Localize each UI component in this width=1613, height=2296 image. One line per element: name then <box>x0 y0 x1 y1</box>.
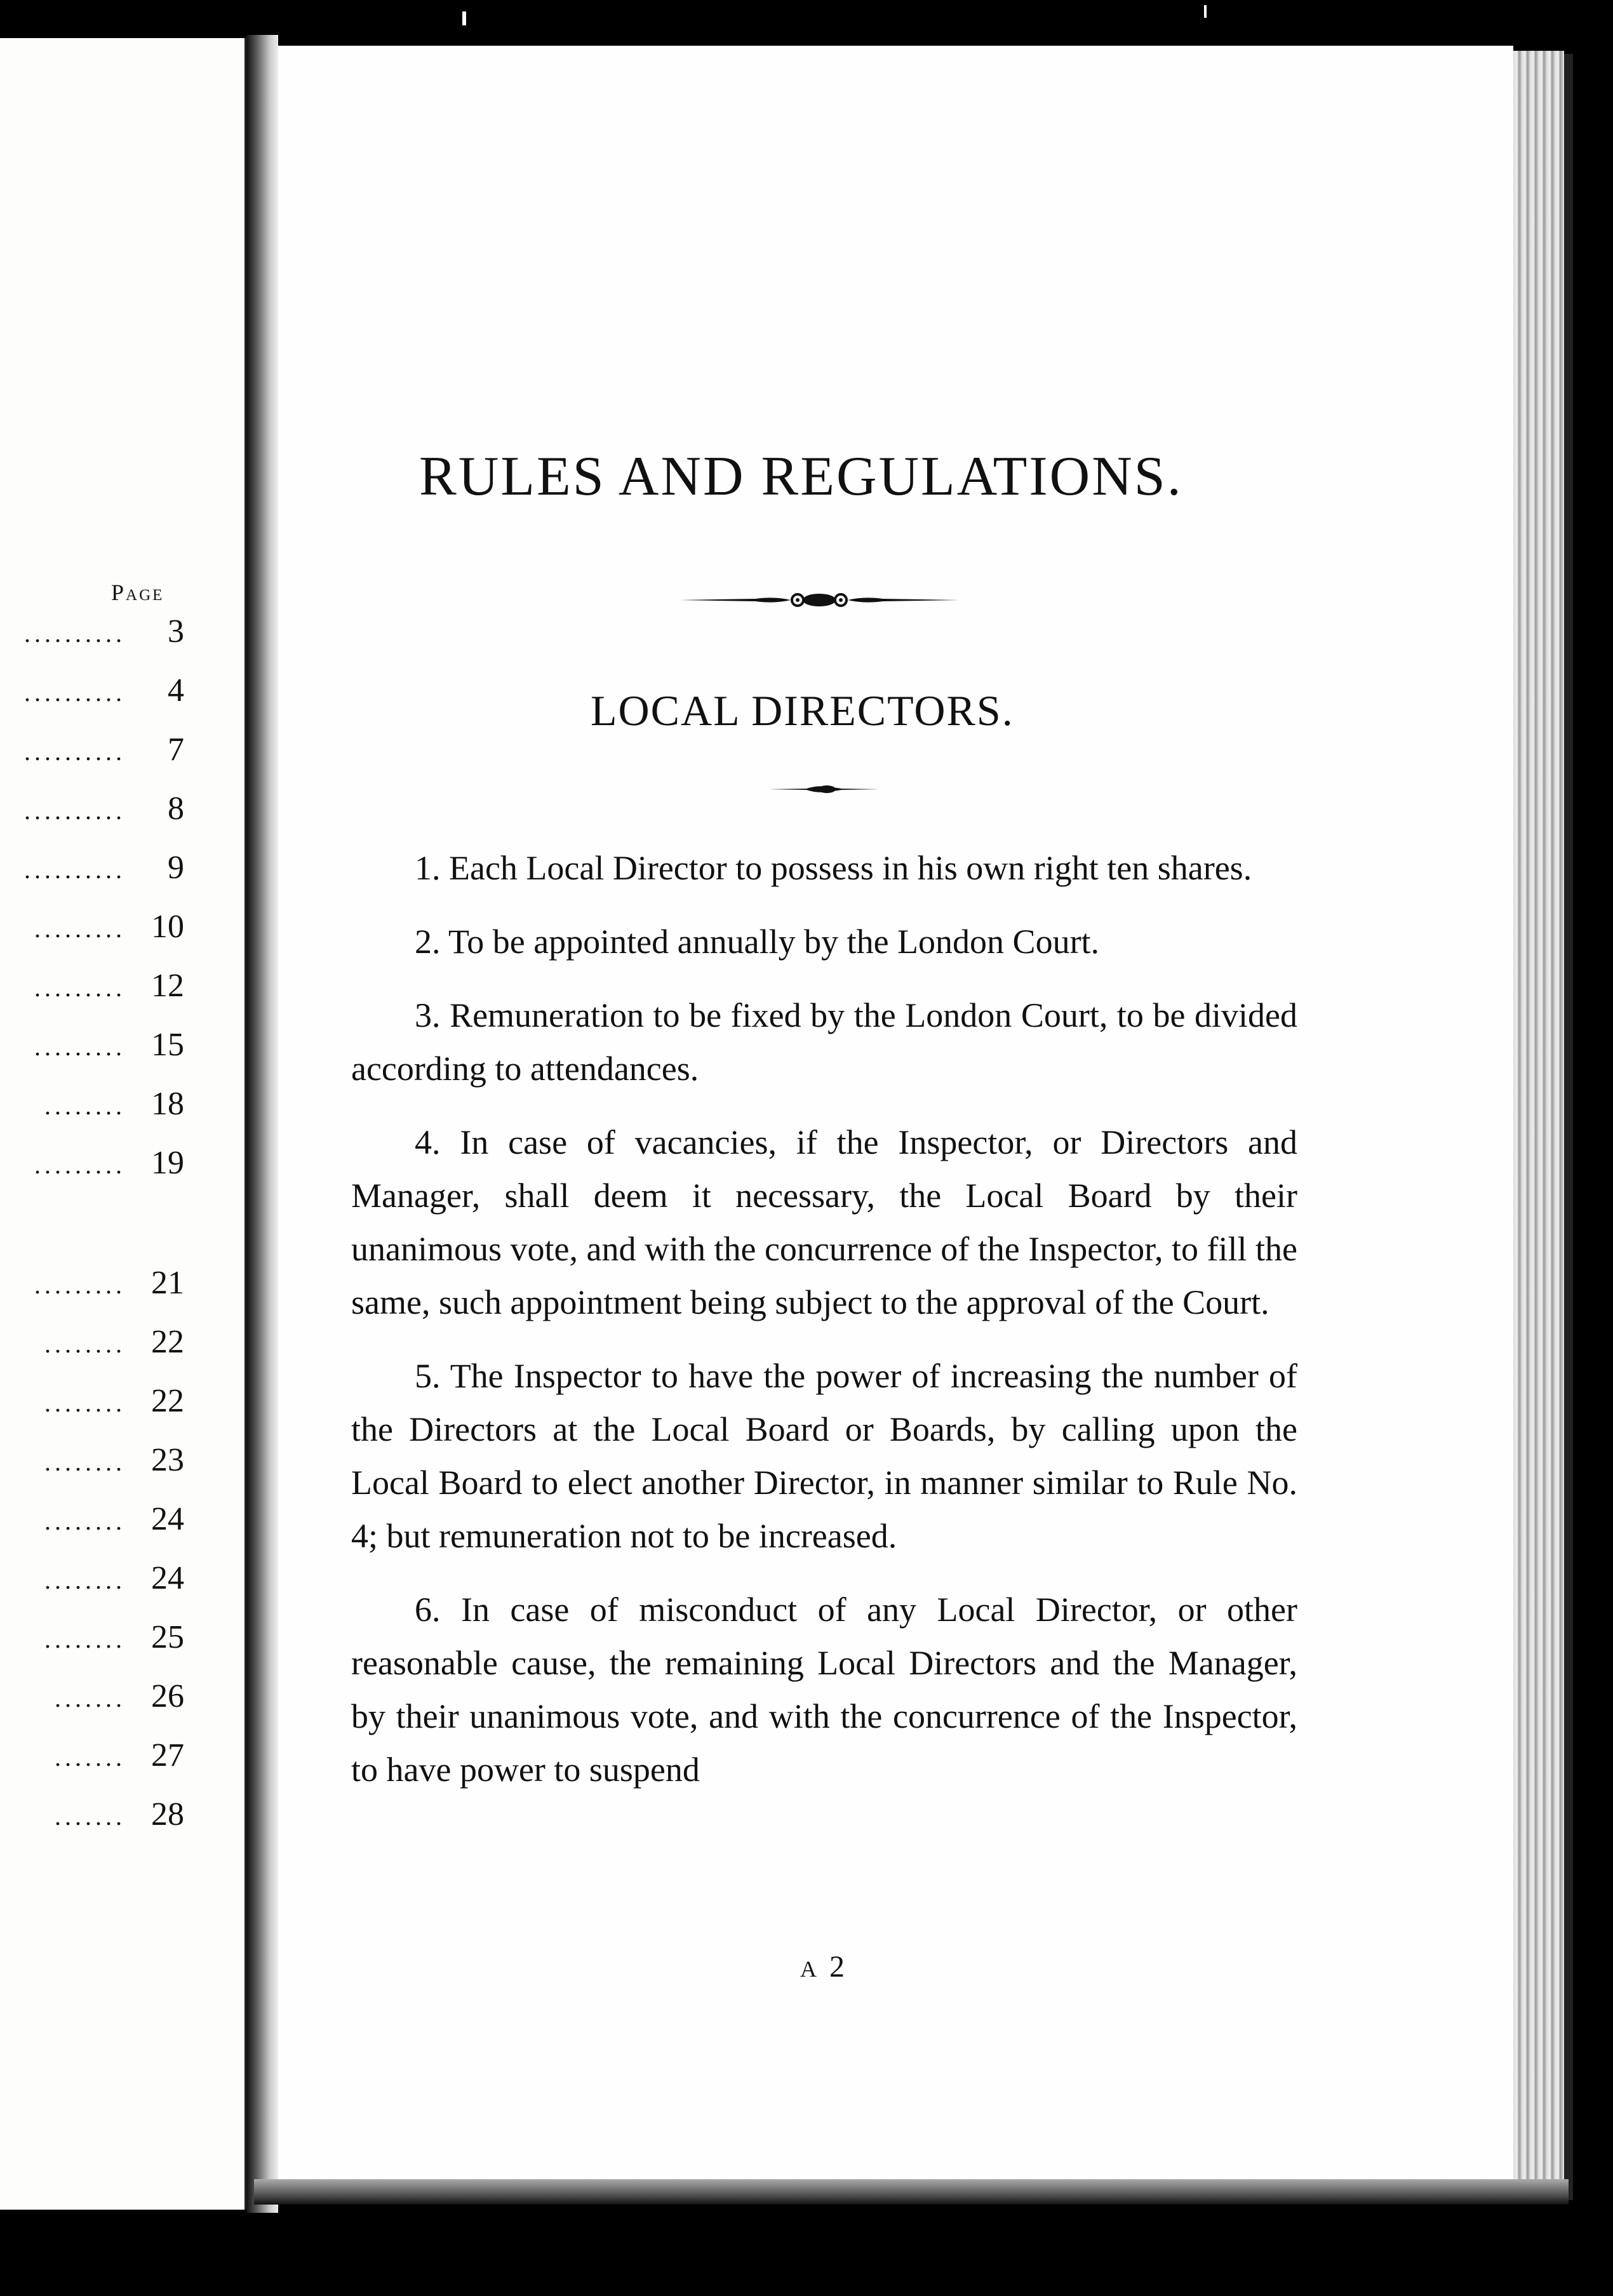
toc-page-number: 22 <box>151 1383 184 1419</box>
rule-paragraph: 3. Remuneration to be fixed by the London Court, to be divided according to attendances. <box>351 996 1297 1088</box>
page-edge-shadow <box>1564 54 1573 2200</box>
toc-entry <box>0 1737 184 1796</box>
bottom-edge-shadow <box>254 2179 1569 2205</box>
toc-entry <box>0 1264 184 1323</box>
scan-speck <box>462 11 466 25</box>
toc-page-number: 26 <box>151 1678 184 1714</box>
toc-entry <box>0 1323 184 1382</box>
toc-entry <box>0 967 184 1026</box>
toc-page-number: 25 <box>151 1619 184 1655</box>
toc-page-number: 21 <box>151 1265 184 1301</box>
toc-page-number: 22 <box>151 1324 184 1360</box>
toc-leader-dots: ........ <box>44 1389 126 1417</box>
toc-leader-dots: ........ <box>44 1330 126 1358</box>
toc-entry <box>0 1500 184 1559</box>
book-gutter <box>246 35 278 2213</box>
toc-page-number: 9 <box>168 850 184 886</box>
toc-leader-dots: ....... <box>55 1743 126 1772</box>
toc-leader-dots: ....... <box>55 1684 126 1712</box>
toc-entry <box>0 790 184 849</box>
toc-leader-dots: ........ <box>44 1507 126 1535</box>
toc-page-number: 18 <box>151 1086 184 1122</box>
toc-leader-dots: ......... <box>34 1151 126 1179</box>
toc-entry <box>0 1559 184 1619</box>
toc-leader-dots: .......... <box>24 855 126 884</box>
toc-leader-dots: ....... <box>55 1802 126 1831</box>
rule-paragraph: 1. Each Local Director to possess in his own right ten shares. <box>415 849 1252 887</box>
toc-entry <box>0 1026 184 1085</box>
toc-page-number: 8 <box>168 791 184 827</box>
toc-page-number: 23 <box>151 1442 184 1478</box>
toc-page-number: 12 <box>151 968 184 1004</box>
toc-entry <box>0 613 184 672</box>
toc-page-number: 28 <box>151 1796 184 1832</box>
toc-page-number: 3 <box>168 613 184 650</box>
toc-page-heading: Page <box>111 580 164 605</box>
toc-leader-dots: ......... <box>34 973 126 1002</box>
previous-page <box>0 38 248 2210</box>
toc-entry <box>0 908 184 967</box>
toc-entry <box>0 1085 184 1144</box>
toc-leader-dots: ......... <box>34 1271 126 1299</box>
toc-entry <box>0 672 184 731</box>
page-edges <box>1513 51 1564 2197</box>
toc-entry <box>0 1678 184 1737</box>
toc-entry <box>0 1144 184 1203</box>
section-ornament-rule <box>768 780 880 799</box>
toc-leader-dots: ......... <box>34 914 126 943</box>
rule-paragraph: 5. The Inspector to have the power of increasing the number of the Directors at the Local Board or Boards, by calling upon the Local Board to elect another Director, in manner similar to Rule No. 4; but remuneration not to be increased. <box>351 1357 1297 1555</box>
toc-entry <box>0 1796 184 1855</box>
signature-letter: A <box>800 1956 819 1982</box>
toc-leader-dots: .......... <box>24 619 126 648</box>
signature-mark <box>800 1949 847 1984</box>
toc-leader-dots: .......... <box>24 678 126 707</box>
toc-leader-dots: .......... <box>24 796 126 825</box>
toc-leader-dots: ......... <box>34 1032 126 1061</box>
toc-entry <box>0 731 184 790</box>
toc-page-number: 4 <box>168 672 184 709</box>
toc-entry <box>0 1619 184 1678</box>
toc-entry <box>0 1382 184 1441</box>
toc-entry <box>0 849 184 908</box>
toc-page-number: 19 <box>151 1145 184 1181</box>
toc-leader-dots: .......... <box>24 737 126 766</box>
toc-page-number: 15 <box>151 1027 184 1063</box>
section-heading: LOCAL DIRECTORS. <box>591 686 1014 735</box>
toc-page-number: 10 <box>151 909 184 945</box>
toc-list <box>0 613 184 1855</box>
toc-leader-dots: ........ <box>44 1448 126 1476</box>
scan-speck <box>1204 5 1207 18</box>
rule-paragraph: 6. In case of misconduct of any Local Director, or other reasonable cause, the remaining Local Directors and the Manager, by their unanimous vote, and with the concurrence of the Inspector, to have power to suspend <box>351 1591 1297 1789</box>
toc-leader-dots: ........ <box>44 1566 126 1594</box>
toc-leader-dots: ........ <box>44 1625 126 1653</box>
rules-text <box>351 841 1297 1817</box>
page-title: RULES AND REGULATIONS. <box>419 446 1183 507</box>
toc-page-number: 24 <box>151 1501 184 1537</box>
rule-paragraph: 2. To be appointed annually by the London Court. <box>415 923 1100 961</box>
signature-number: 2 <box>829 1950 847 1984</box>
toc-leader-dots: ........ <box>44 1091 126 1120</box>
toc-page-number: 7 <box>168 731 184 768</box>
toc-page-number: 24 <box>151 1560 184 1596</box>
rule-paragraph: 4. In case of vacancies, if the Inspector, or Directors and Manager, shall deem it necessary, the Local Board by their unanimous vote, and with the concurrence of the Inspector, to fill the same, such appointment being subject to the approval of the Court. <box>351 1123 1297 1321</box>
toc-page-number: 27 <box>151 1737 184 1773</box>
toc-entry <box>0 1441 184 1500</box>
title-ornament-rule <box>679 581 959 619</box>
